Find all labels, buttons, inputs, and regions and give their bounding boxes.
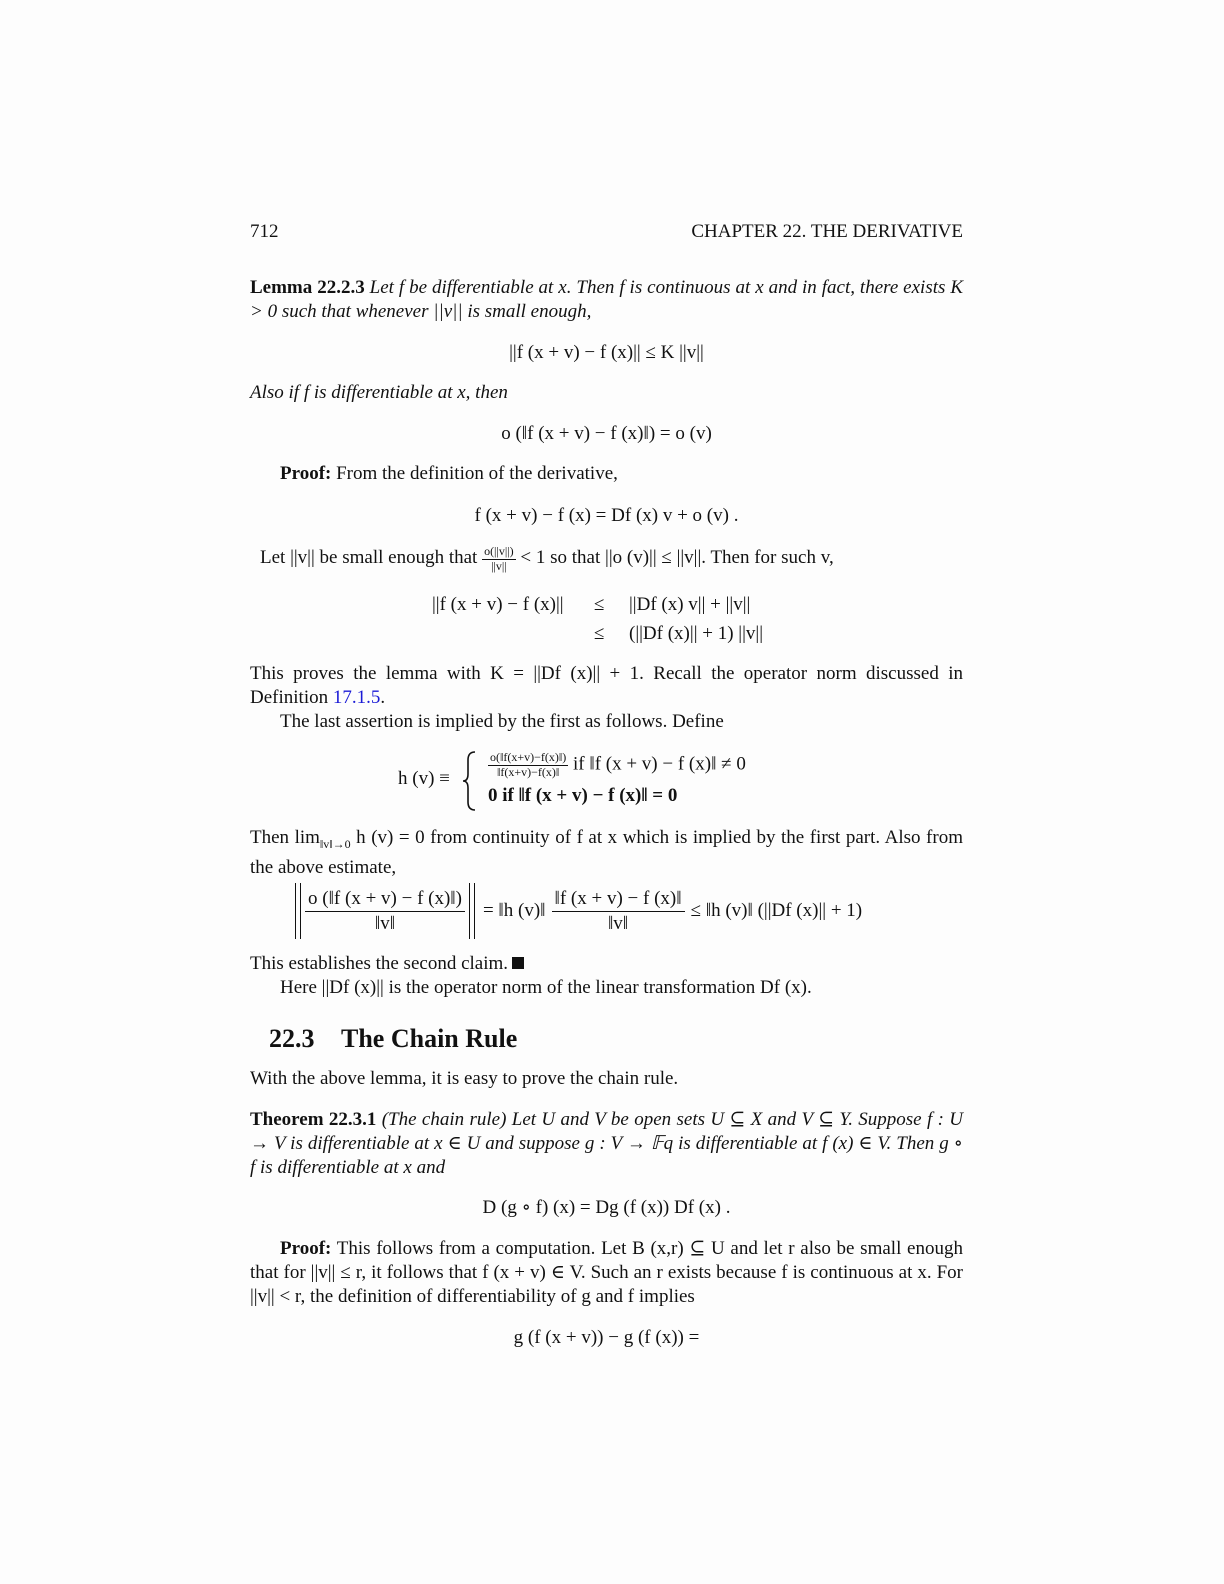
derivative-equation: f (x + v) − f (x) = Df (x) v + o (v) .	[474, 505, 739, 526]
section-heading	[269, 1023, 517, 1055]
lemma-statement	[250, 276, 963, 324]
theorem-text: (The chain rule) Let U and V be open sets U ⊆ X and V ⊆ Y. Suppose f : U → V is differentiable at x ∈ U and suppose g : V → 𝔽q is differentiable at f (x) ∈ V. Then g ∘ f is differentiable at x and	[250, 1109, 963, 1178]
page-number: 712	[250, 221, 279, 242]
lemma-conclusion-text: This proves the lemma with K = ||Df (x)|| + 1. Recall the operator norm discussed in Definition	[250, 663, 963, 708]
estimate-fraction-2	[552, 887, 685, 936]
chain-proof-label: Proof:	[280, 1238, 332, 1259]
chain-proof-equation: g (f (x + v)) − g (f (x)) =	[513, 1327, 700, 1348]
lemma-equation-1: ||f (x + v) − f (x)|| ≤ K ||v||	[509, 342, 704, 363]
estimate-numerator-2: ‖f (x + v) − f (x)‖	[552, 887, 685, 912]
proof-label: Proof:	[280, 463, 332, 484]
align-lhs: ||f (x + v) − f (x)||	[432, 594, 564, 615]
align-rel-1: ≤	[594, 594, 605, 615]
theorem-label: Theorem 22.3.1	[250, 1109, 377, 1130]
definition-link[interactable]: 17.1.5	[332, 687, 381, 708]
proof-intro	[280, 462, 963, 486]
section-number: 22.3	[269, 1024, 315, 1053]
ratio-fraction	[482, 545, 516, 573]
case-1-numerator: o(‖f(x+v)−f(x)‖)	[490, 750, 567, 764]
estimate-numerator-1: o (‖f (x + v) − f (x)‖)	[305, 887, 465, 912]
section-intro: With the above lemma, it is easy to prove the chain rule.	[250, 1068, 679, 1089]
small-enough-post: < 1 so that ||o (v)|| ≤ ||v||. Then for such v,	[520, 547, 834, 568]
case-1-denominator: ‖f(x+v)−f(x)‖	[497, 765, 560, 779]
ratio-numerator: o(||v||)	[484, 543, 514, 558]
small-enough-pre: Let ||v|| be small enough that	[260, 547, 478, 568]
estimate-denominator-2: ‖v‖	[607, 912, 629, 934]
running-title: CHAPTER 22. THE DERIVATIVE	[691, 221, 963, 242]
section-title: The Chain Rule	[341, 1024, 518, 1053]
proof-intro-text: From the definition of the derivative,	[336, 463, 618, 484]
lemma-conclusion-end: .	[380, 687, 386, 708]
case-1-fraction	[488, 751, 568, 779]
estimate-middle: = ‖h (v)‖	[482, 900, 546, 921]
qed-square-icon	[512, 957, 524, 969]
case-1-condition: if ‖f (x + v) − f (x)‖ ≠ 0	[573, 753, 746, 775]
align-rel-2: ≤	[594, 623, 605, 644]
lemma-label: Lemma 22.2.3	[250, 277, 365, 298]
chain-rule-equation: D (g ∘ f) (x) = Dg (f (x)) Df (x) .	[482, 1197, 731, 1218]
estimate-fraction-1	[305, 887, 465, 936]
estimate-equation	[295, 881, 862, 941]
limit-paragraph	[250, 826, 963, 880]
operator-norm-note: Here ||Df (x)|| is the operator norm of the linear transformation Df (x).	[280, 977, 812, 998]
case-2-text: 0 if ‖f (x + v) − f (x)‖ = 0	[488, 785, 678, 806]
right-norm-bars	[469, 883, 475, 939]
lemma-text-b-span: Also if f is differentiable at x, then	[250, 382, 508, 403]
align-rhs-1: ||Df (x) v|| + ||v||	[629, 594, 751, 615]
lemma-equation-2: o (‖f (x + v) − f (x)‖) = o (v)	[501, 423, 712, 444]
estimate-rhs: ≤ ‖h (v)‖ (||Df (x)|| + 1)	[690, 900, 863, 921]
case-2	[488, 784, 677, 808]
limit-pre: Then lim	[250, 827, 320, 848]
lemma-text-b	[250, 381, 963, 405]
chain-proof	[250, 1237, 963, 1309]
chain-proof-text: This follows from a computation. Let B (x,r) ⊆ U and let r also be small enough that for ||v|| ≤ r, it follows that f (x + v) ∈ V. Such an r exists because f is continuous at x. For ||v|| < r, the definition of differentiability of g and f implies	[250, 1238, 963, 1307]
small-enough-line	[260, 541, 960, 575]
define-line: The last assertion is implied by the first as follows. Define	[280, 711, 724, 732]
left-norm-bars	[295, 883, 301, 939]
lemma-text-a: Let f be differentiable at x. Then f is continuous at x and in fact, there exists K > 0 such that whenever ||v|| is small enough,	[250, 277, 964, 322]
limit-subscript: ‖v‖→0	[319, 836, 351, 851]
left-brace	[462, 750, 478, 812]
case-1	[488, 751, 746, 779]
second-claim-line	[250, 952, 524, 976]
second-claim-text: This establishes the second claim.	[250, 953, 509, 974]
h-lhs: h (v) ≡	[398, 768, 450, 789]
theorem-statement	[250, 1108, 963, 1180]
align-rhs-2: (||Df (x)|| + 1) ||v||	[629, 623, 764, 644]
estimate-denominator-1: ‖v‖	[374, 912, 396, 934]
lemma-conclusion	[250, 662, 963, 710]
ratio-denominator: ||v||	[491, 558, 507, 573]
limit-post: h (v) = 0 from continuity of f at x which is implied by the first part. Also from the above estimate,	[250, 827, 963, 878]
